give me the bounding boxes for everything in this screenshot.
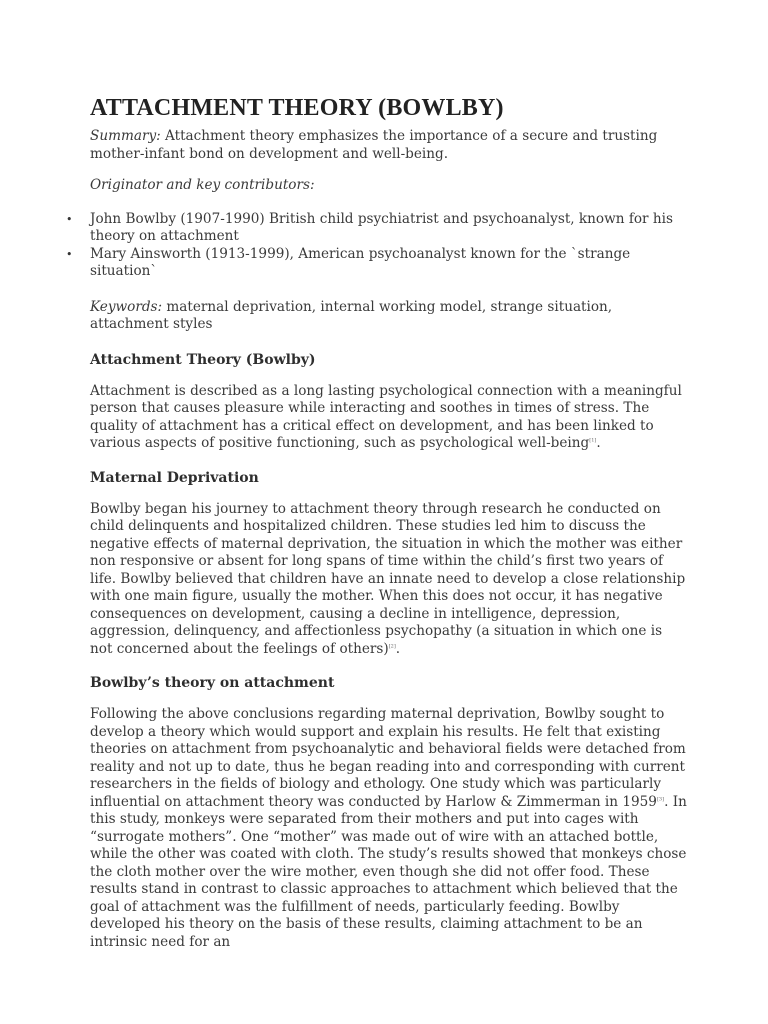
summary-label: Summary: <box>90 128 161 144</box>
section-heading-attachment-theory: Attachment Theory (Bowlby) <box>90 351 316 368</box>
section-paragraph-attachment-theory: Attachment is described as a long lasting psychological connection with a meaningful person that causes pleasure while interacting and soothes in times of stress. The quality of attachment has a critical effect on development, and has been linked to various aspects of positive functioning, such as psychological well-being[1]. <box>90 382 682 451</box>
contributors-list <box>66 210 688 281</box>
document-title: ATTACHMENT THEORY (BOWLBY) <box>90 95 504 121</box>
citation-ref[interactable]: [1] <box>589 437 597 444</box>
keywords-text: maternal deprivation, internal working model, strange situation, attachment styles <box>90 298 613 332</box>
bullet-icon: • <box>66 212 73 226</box>
list-item <box>66 210 688 246</box>
section-paragraph-bowlby-theory: Following the above conclusions regarding maternal deprivation, Bowlby sought to develop a theory which would support and explain his results. He felt that existing theories on attachment from psychoanalytic and behavioral fields were detached from reality and not up to date, thus he began reading into and corresponding with current researchers in the fields of biology and ethology. One study which was particularly influential on attachment theory was conducted by Harlow & Zimmerman in 1959[3]. In this study, monkeys were separated from their mothers and put into cages with “surrogate mothers”. One “mother” was made out of wire with an attached bottle, while the other was coated with cloth. The study’s results showed that monkeys chose the cloth mother over the wire mother, even though she did not offer food. These results stand in contrast to classic approaches to attachment which believed that the goal of attachment was the fulfillment of needs, particularly feeding. Bowlby developed his theory on the basis of these results, claiming attachment to be an intrinsic need for an <box>90 706 687 950</box>
section-heading-maternal-deprivation: Maternal Deprivation <box>90 469 259 486</box>
section-heading-bowlby-theory: Bowlby’s theory on attachment <box>90 675 335 691</box>
keywords-paragraph <box>90 299 688 334</box>
contributor-text: Mary Ainsworth (1913-1999), American psychoanalyst known for the `strange situation` <box>90 245 631 279</box>
summary-text: Attachment theory emphasizes the importance of a secure and trusting mother-infant bond on development and well-being. <box>90 128 658 162</box>
list-item <box>66 245 688 281</box>
contributors-label: Originator and key contributors: <box>90 177 315 193</box>
keywords-label: Keywords: <box>90 298 163 315</box>
citation-ref[interactable]: [3] <box>656 795 665 802</box>
summary-paragraph <box>90 128 688 163</box>
citation-ref[interactable]: [2] <box>388 642 396 649</box>
section-paragraph-maternal-deprivation: Bowlby began his journey to attachment theory through research he conducted on child delinquents and hospitalized children. These studies led him to discuss the negative effects of maternal deprivation, the situation in which the mother was either non responsive or absent for long spans of time within the child’s first two years of life. Bowlby believed that children have an innate need to develop a close relationship with one main figure, usually the mother. When this does not occur, it has negative consequences on development, causing a decline in intelligence, depression, aggression, delinquency, and affectionless psychopathy (a situation in which one is not concerned about the feelings of others)[2]. <box>90 500 686 657</box>
bullet-icon: • <box>66 247 73 261</box>
contributor-text: John Bowlby (1907-1990) British child psychiatrist and psychoanalyst, known for his theory on attachment <box>90 210 673 244</box>
